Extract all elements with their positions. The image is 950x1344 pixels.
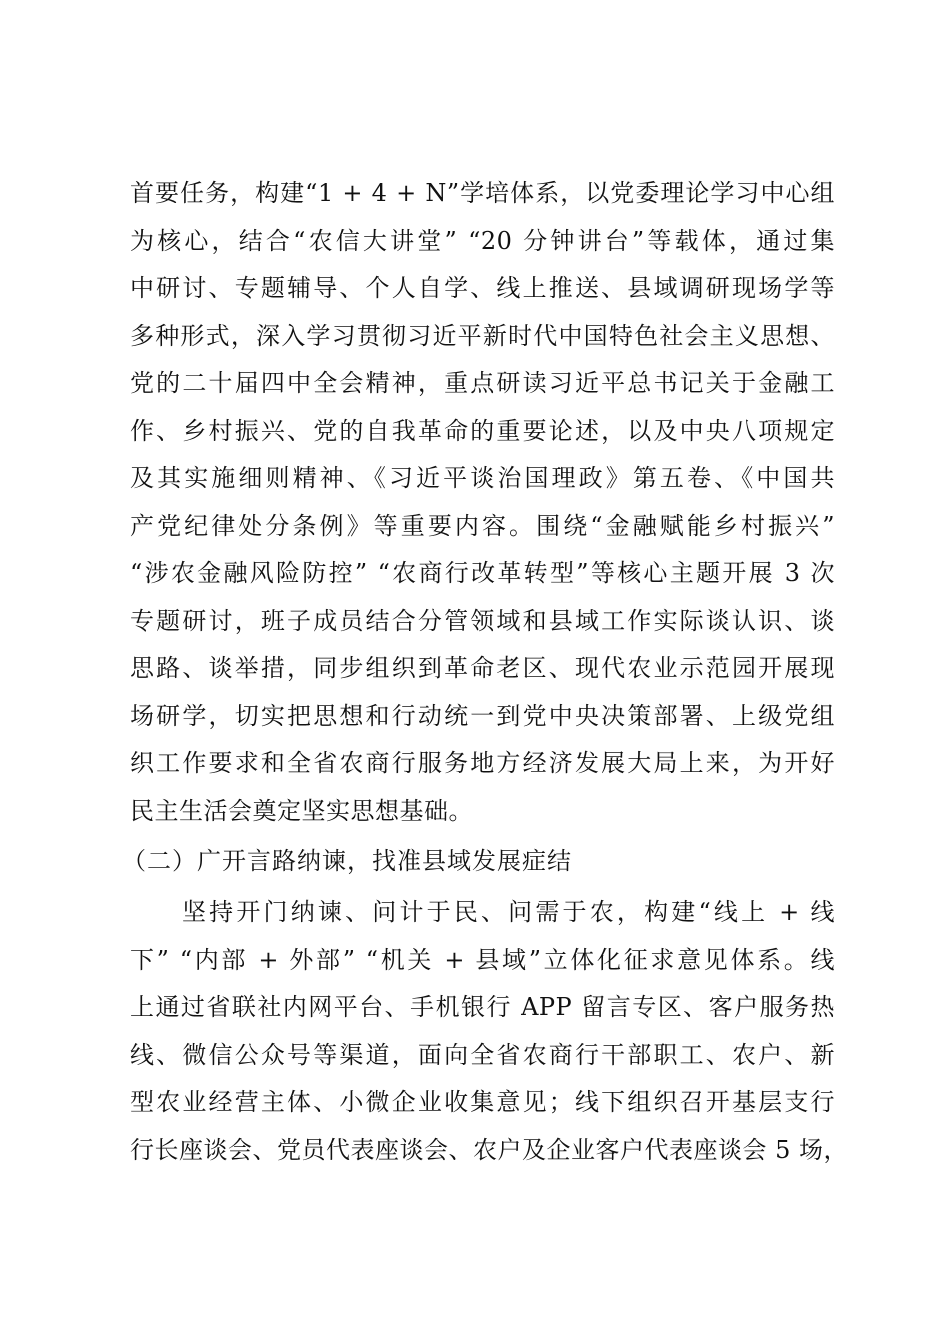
body-line: 织工作要求和全省农商行服务地方经济发展大局上来，为开好 <box>130 749 835 777</box>
body-line: 行长座谈会、党员代表座谈会、农户及企业客户代表座谈会 5 场， <box>130 1135 849 1164</box>
body-line: 首要任务，构建“1 + 4 + N”学培体系，以党委理论学习中心组 <box>130 179 835 207</box>
body-line: 民主生活会奠定坚实思想基础。 <box>130 796 473 825</box>
body-line: 坚持开门纳谏、问计于民、问需于农，构建“线上 + 线 <box>182 898 835 926</box>
body-line: 专题研讨，班子成员结合分管领域和县域工作实际谈认识、谈 <box>130 606 835 635</box>
body-line: 作、乡村振兴、党的自我革命的重要论述，以及中央八项规定 <box>130 416 835 445</box>
body-line: 为核心，结合“农信大讲堂” “20 分钟讲台”等载体，通过集 <box>130 226 835 255</box>
body-line: 及其实施细则精神、《习近平谈治国理政》第五卷、《中国共 <box>130 464 835 492</box>
body-line: 产党纪律处分条例》等重要内容。围绕“金融赋能乡村振兴” <box>130 511 835 540</box>
body-line: 上通过省联社内网平台、手机银行 APP 留言专区、客户服务热 <box>130 993 835 1021</box>
body-line: 中研讨、专题辅导、个人自学、线上推送、县域调研现场学等 <box>130 274 835 302</box>
section-heading: （二）广开言路纳谏，找准县域发展症结 <box>122 847 572 875</box>
body-line: 多种形式，深入学习贯彻习近平新时代中国特色社会主义思想、 <box>130 321 835 350</box>
paragraph-study-system <box>130 170 835 835</box>
body-line: 党的二十届四中全会精神，重点研读习近平总书记关于金融工 <box>130 369 835 397</box>
body-line: 思路、谈举措，同步组织到革命老区、现代农业示范园开展现 <box>130 654 835 682</box>
body-line: 型农业经营主体、小微企业收集意见；线下组织召开基层支行 <box>130 1088 835 1116</box>
body-line: 场研学，切实把思想和行动统一到党中央决策部署、上级党组 <box>130 701 835 730</box>
document-body <box>122 170 849 1174</box>
body-line: “涉农金融风险防控” “农商行改革转型”等核心主题开展 3 次 <box>130 559 835 587</box>
body-line: 下” “内部 + 外部” “机关 + 县域”立体化征求意见体系。线 <box>130 945 835 974</box>
paragraph-solicit-opinions <box>130 889 849 1174</box>
body-line: 线、微信公众号等渠道，面向全省农商行干部职工、农户、新 <box>130 1040 835 1069</box>
